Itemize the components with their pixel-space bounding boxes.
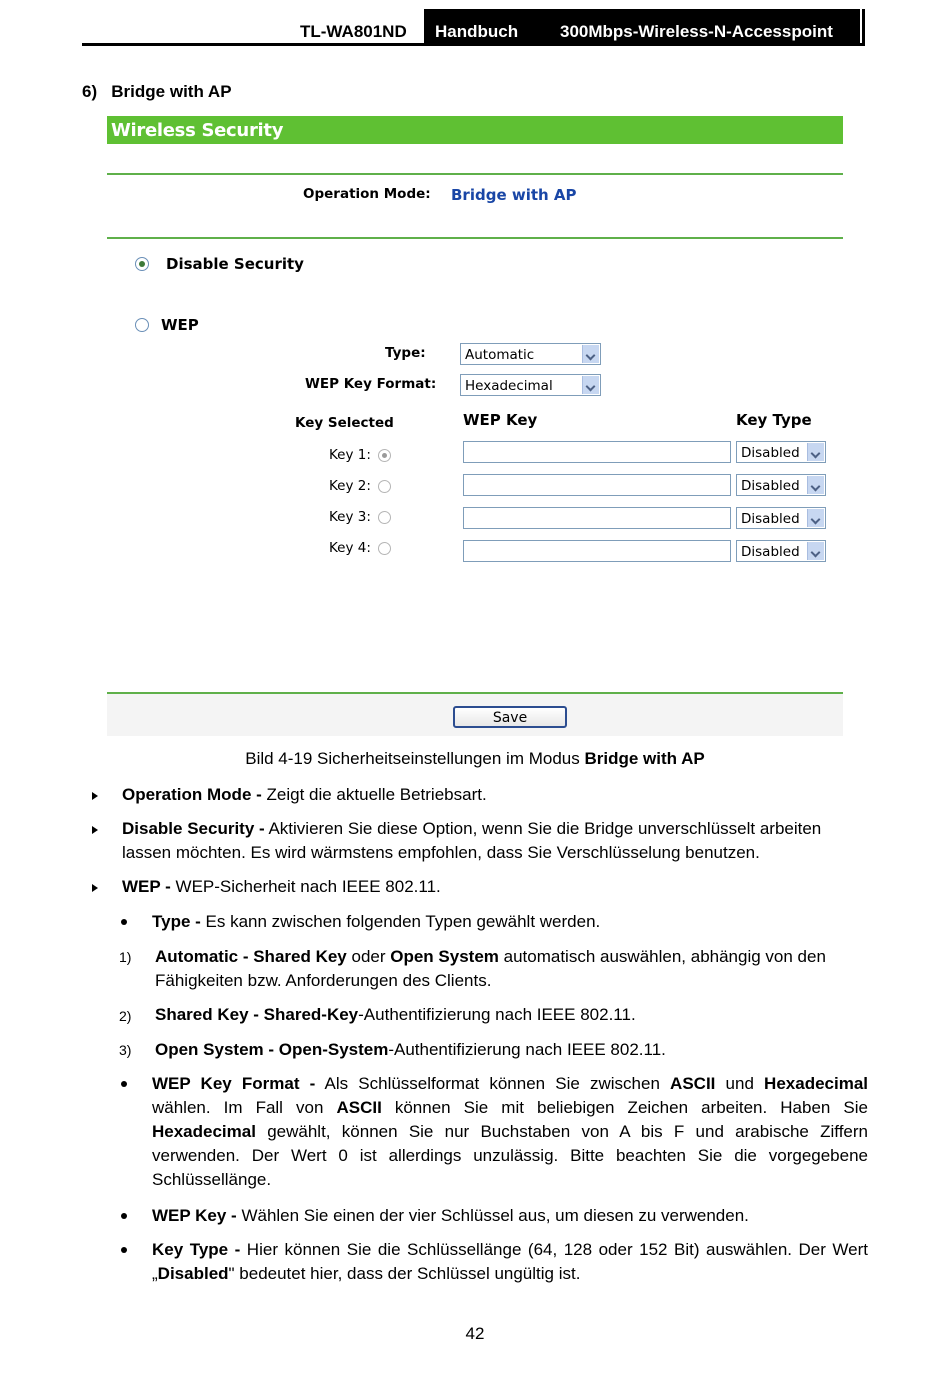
term: Open System — [390, 947, 499, 966]
key-type-header: Key Type — [736, 411, 812, 429]
term: Open System - Open-System — [155, 1040, 389, 1059]
item-key-type — [152, 1238, 868, 1286]
bullet-dot-icon — [121, 1081, 127, 1087]
disable-security-radio[interactable] — [135, 257, 149, 271]
wep-radio[interactable] — [135, 318, 149, 332]
term: Shared Key - Shared-Key — [155, 1005, 359, 1024]
term: WEP Key - — [152, 1206, 237, 1225]
chevron-down-icon — [582, 345, 599, 363]
desc: Aktivieren Sie diese Option, wenn Sie die Bridge unverschlüsselt arbeiten lassen möchten. Es wird wärmstens empfohlen, dass Sie Verschlüsselung benutzen. — [122, 819, 822, 862]
key-1-type-value: Disabled — [741, 445, 800, 461]
wireless-security-panel — [107, 116, 843, 736]
list-number: 1) — [119, 949, 132, 965]
chevron-down-icon — [582, 376, 599, 394]
bullet-dot-icon — [121, 1213, 127, 1219]
item-disable-security — [122, 817, 868, 865]
text: -Authentifizierung nach IEEE 802.11. — [358, 1005, 636, 1024]
text: und — [715, 1074, 765, 1093]
desc: Es kann zwischen folgenden Typen gewählt werden. — [200, 912, 601, 931]
text: gewählt, können Sie nur Buchstaben von A bis F und arabische Ziffern verwenden. Der Wert 0 ist allerdings unzulässig. Bitte beachten Sie die vorgegebene Schlüssellänge. — [152, 1122, 868, 1189]
key-4-label: Key 4: — [329, 540, 371, 556]
operation-mode-value: Bridge with AP — [451, 186, 577, 204]
item-open-system — [155, 1038, 868, 1062]
item-wep-key-format — [152, 1072, 868, 1192]
header-edge — [862, 9, 865, 46]
key-4-input[interactable] — [463, 540, 731, 562]
list-number: 3) — [119, 1042, 132, 1058]
term: Hexadecimal — [764, 1074, 868, 1093]
chevron-down-icon — [807, 542, 824, 560]
text: wählen. Im Fall von — [152, 1098, 337, 1117]
key-format-label: WEP Key Format: — [305, 376, 437, 392]
text: -Authentifizierung nach IEEE 802.11. — [388, 1040, 666, 1059]
key-3-input[interactable] — [463, 507, 731, 529]
key-1-label: Key 1: — [329, 447, 371, 463]
item-wep — [122, 875, 868, 899]
header-rule — [82, 43, 865, 46]
arrow-bullet-icon — [92, 884, 98, 892]
arrow-bullet-icon — [92, 792, 98, 800]
term: ASCII — [670, 1074, 716, 1093]
save-button[interactable] — [453, 706, 567, 728]
panel-title: Wireless Security — [111, 120, 284, 141]
wep-label: WEP — [161, 316, 199, 334]
caption-bold: Bridge with AP — [584, 749, 705, 768]
save-button-label: Save — [492, 710, 528, 726]
key-2-radio[interactable] — [378, 480, 391, 493]
section-title: 6) Bridge with AP — [82, 82, 232, 101]
caption-text: Bild 4-19 Sicherheitseinstellungen im Modus — [245, 749, 585, 768]
text: Hier können Sie die Schlüssellänge (64, 128 oder 152 Bit) auswählen. Der Wert „ — [152, 1240, 868, 1283]
divider-top — [107, 173, 843, 175]
panel-header — [107, 116, 843, 144]
desc: Zeigt die aktuelle Betriebsart. — [261, 785, 487, 804]
key-4-type-select[interactable] — [736, 540, 826, 562]
key-3-radio[interactable] — [378, 511, 391, 524]
text: können Sie mit beliebigen Zeichen arbeiten. Haben Sie — [381, 1098, 868, 1117]
operation-mode-label: Operation Mode: — [303, 186, 431, 202]
divider-mid — [107, 237, 843, 239]
term: Disable Security - — [122, 819, 265, 838]
term: WEP Key Format - — [152, 1074, 316, 1093]
key-format-select[interactable] — [460, 374, 601, 396]
key-4-type-value: Disabled — [741, 544, 800, 560]
term: Type - — [152, 912, 201, 931]
term: WEP - — [122, 877, 171, 896]
text: " bedeutet hier, dass der Schlüssel ungültig ist. — [228, 1264, 581, 1283]
type-label: Type: — [385, 345, 426, 361]
term: ASCII — [336, 1098, 382, 1117]
header-manual: Handbuch — [435, 22, 519, 41]
header-banner — [424, 9, 860, 45]
list-number: 2) — [119, 1008, 132, 1024]
key-2-type-value: Disabled — [741, 478, 800, 494]
item-wep-key — [152, 1204, 868, 1228]
arrow-bullet-icon — [92, 826, 98, 834]
key-2-label: Key 2: — [329, 478, 371, 494]
text: oder — [346, 947, 391, 966]
text: Als Schlüsselformat können Sie zwischen — [315, 1074, 671, 1093]
key-1-input[interactable] — [463, 441, 731, 463]
key-3-type-select[interactable] — [736, 507, 826, 529]
key-format-select-value: Hexadecimal — [465, 378, 553, 394]
key-selected-header: Key Selected — [295, 415, 394, 431]
disable-security-label: Disable Security — [166, 255, 304, 273]
chevron-down-icon — [807, 476, 824, 494]
header-product: 300Mbps-Wireless-N-Accesspoint — [560, 22, 833, 41]
desc: Wählen Sie einen der vier Schlüssel aus, um diesen zu verwenden. — [236, 1206, 749, 1225]
desc: WEP-Sicherheit nach IEEE 802.11. — [170, 877, 441, 896]
figure-caption — [0, 749, 950, 769]
item-shared-key — [155, 1003, 868, 1027]
term: Key Type - — [152, 1240, 241, 1259]
item-type — [152, 910, 868, 934]
wep-key-header: WEP Key — [463, 411, 538, 429]
page-number: 42 — [465, 1324, 485, 1343]
item-operation-mode — [122, 783, 868, 807]
term: Hexadecimal — [152, 1122, 256, 1141]
key-2-input[interactable] — [463, 474, 731, 496]
chevron-down-icon — [807, 509, 824, 527]
chevron-down-icon — [807, 443, 824, 461]
key-4-radio[interactable] — [378, 542, 391, 555]
bullet-dot-icon — [121, 919, 127, 925]
type-select-value: Automatic — [465, 347, 535, 363]
key-3-label: Key 3: — [329, 509, 371, 525]
term: Automatic - Shared Key — [155, 947, 347, 966]
term: Operation Mode - — [122, 785, 262, 804]
key-2-type-select[interactable] — [736, 474, 826, 496]
bullet-dot-icon — [121, 1247, 127, 1253]
header-model: TL-WA801ND — [300, 22, 407, 41]
item-automatic — [155, 945, 868, 993]
key-3-type-value: Disabled — [741, 511, 800, 527]
key-1-radio[interactable] — [378, 449, 391, 462]
type-select[interactable] — [460, 343, 601, 365]
term: Disabled — [157, 1264, 229, 1283]
key-1-type-select[interactable] — [736, 441, 826, 463]
text: automatisch auswählen, abhängig von den Fähigkeiten bzw. Anforderungen des Clients. — [155, 947, 826, 990]
